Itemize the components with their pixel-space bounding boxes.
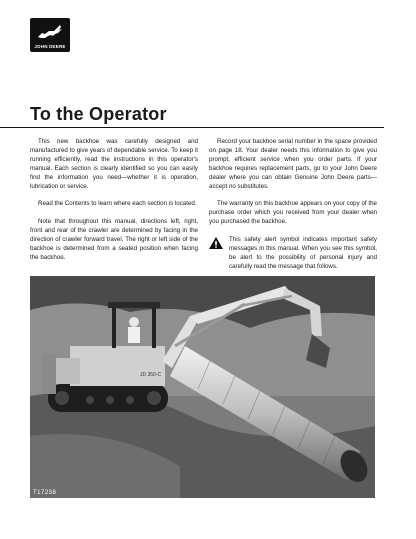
title-rule [0,127,384,128]
right-column [209,138,377,272]
backhoe-photo [30,276,375,498]
contents-paragraph: Read the Contents to learn where each section is located. [38,200,197,208]
safety-paragraph: This safety alert symbol indicates important safety messages in this manual. When you see this symbol, be alert to the possibility of personal injury and carefully read the message that follows. [229,236,377,270]
logo-text: JOHN DEERE [34,44,66,49]
safety-alert-icon [209,237,223,249]
safety-alert-note [209,236,377,272]
page-title: To the Operator [30,104,167,124]
left-column [30,138,198,272]
warranty-paragraph: The warranty on this backhoe appears on your copy of the purchase order which you received from your dealer when you purchased the backhoe. [209,200,377,226]
directions-paragraph: Note that throughout this manual, directions left, right, front and rear of the crawler are determined by facing in the direction of crawler forward travel. The right or left side of the backhoe is determined from a seated position when facing the backhoe. [30,218,198,261]
john-deere-logo [30,18,70,52]
machine-label: JD 350-C [140,372,162,378]
photo-code: T17238 [33,490,57,496]
intro-paragraph: This new backhoe was carefully designed and manufactured to give years of dependable service. To keep it running efficiently, read the instructions in this operator's manual. Each section is clearly identified so you can easily find the information you need—whether it is operation, lubrication or service. [30,138,198,190]
deer-icon [36,23,64,41]
serial-paragraph: Record your backhoe serial number in the space provided on page 18. Your dealer needs this information to give you prompt, efficient service when you order parts. If your backhoe requires replacement parts, go to your John Deere dealer where you can obtain Genuine John Deere parts—accept no substitutes. [209,138,377,190]
